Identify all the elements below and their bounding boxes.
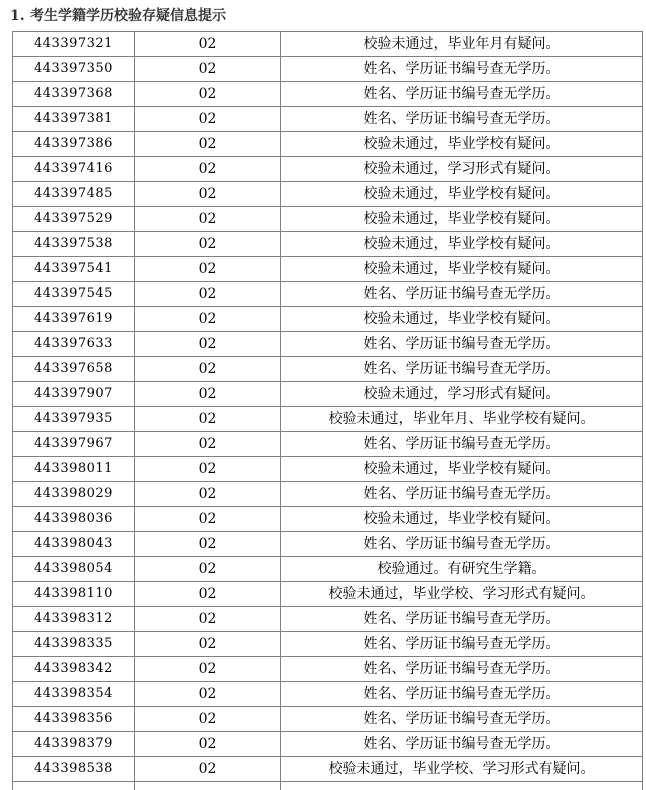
section-heading bbox=[10, 8, 646, 24]
message-cell: 姓名、学历证书编号查无学历。 bbox=[281, 282, 643, 307]
message-cell: 校验未通过，毕业学校、学习形式有疑问。 bbox=[281, 757, 643, 782]
code-cell: 02 bbox=[135, 107, 281, 132]
message-cell: 校验未通过，毕业年月有疑问。 bbox=[281, 32, 643, 57]
message-cell: 姓名、学历证书编号查无学历。 bbox=[281, 707, 643, 732]
table-row bbox=[13, 282, 643, 307]
code-cell: 02 bbox=[135, 482, 281, 507]
code-cell: 02 bbox=[135, 407, 281, 432]
code-cell: 02 bbox=[135, 307, 281, 332]
message-cell: 姓名、学历证书编号查无学历。 bbox=[281, 532, 643, 557]
candidate-id-cell: 443397350 bbox=[13, 57, 135, 82]
table-row bbox=[13, 357, 643, 382]
table-row bbox=[13, 682, 643, 707]
code-cell: 02 bbox=[135, 282, 281, 307]
table-row bbox=[13, 557, 643, 582]
verification-table-body bbox=[13, 32, 643, 790]
code-cell: 02 bbox=[135, 582, 281, 607]
table-row bbox=[13, 432, 643, 457]
code-cell: 02 bbox=[135, 382, 281, 407]
table-row bbox=[13, 757, 643, 782]
code-cell: 02 bbox=[135, 457, 281, 482]
code-cell: 02 bbox=[135, 132, 281, 157]
candidate-id-cell: 443397967 bbox=[13, 432, 135, 457]
table-row bbox=[13, 332, 643, 357]
candidate-id-cell: 443398054 bbox=[13, 557, 135, 582]
code-cell: 02 bbox=[135, 532, 281, 557]
candidate-id-cell: 443397538 bbox=[13, 232, 135, 257]
candidate-id-cell: 443398036 bbox=[13, 507, 135, 532]
code-cell: 02 bbox=[135, 332, 281, 357]
candidate-id-cell: 443397907 bbox=[13, 382, 135, 407]
table-row bbox=[13, 232, 643, 257]
verification-result-table bbox=[12, 31, 643, 790]
candidate-id-cell: 443397416 bbox=[13, 157, 135, 182]
candidate-id-cell: 443398043 bbox=[13, 532, 135, 557]
table-row bbox=[13, 507, 643, 532]
code-cell: 02 bbox=[135, 632, 281, 657]
code-cell: 02 bbox=[135, 432, 281, 457]
message-cell: 姓名、学历证书编号查无学历。 bbox=[281, 682, 643, 707]
message-cell: 姓名、学历证书编号查无学历。 bbox=[281, 732, 643, 757]
candidate-id-cell: 443398379 bbox=[13, 732, 135, 757]
message-cell: 校验未通过，学习形式有疑问。 bbox=[281, 157, 643, 182]
candidate-id-cell: 443398356 bbox=[13, 707, 135, 732]
candidate-id-cell: 443397545 bbox=[13, 282, 135, 307]
message-cell: 姓名、学历证书编号查无学历。 bbox=[281, 82, 643, 107]
table-row bbox=[13, 707, 643, 732]
section-number: 1. bbox=[10, 8, 25, 24]
section-title: 考生学籍学历校验存疑信息提示 bbox=[30, 8, 226, 24]
code-cell: 02 bbox=[135, 82, 281, 107]
message-cell: 校验通过。有研究生学籍。 bbox=[281, 557, 643, 582]
candidate-id-cell: 443397541 bbox=[13, 257, 135, 282]
candidate-id-cell: 443398011 bbox=[13, 457, 135, 482]
code-cell: 02 bbox=[135, 157, 281, 182]
candidate-id-cell: 443398538 bbox=[13, 757, 135, 782]
code-cell: 02 bbox=[135, 657, 281, 682]
candidate-id-cell: 443398342 bbox=[13, 657, 135, 682]
message-cell: 校验未通过，毕业学校有疑问。 bbox=[281, 257, 643, 282]
candidate-id-cell: 443398029 bbox=[13, 482, 135, 507]
code-cell: 02 bbox=[135, 757, 281, 782]
candidate-id-cell: 443397935 bbox=[13, 407, 135, 432]
code-cell: 02 bbox=[135, 232, 281, 257]
message-cell: 校验未通过，毕业学校有疑问。 bbox=[281, 307, 643, 332]
table-row bbox=[13, 457, 643, 482]
message-cell: 校验未通过，毕业学校有疑问。 bbox=[281, 207, 643, 232]
table-row bbox=[13, 57, 643, 82]
code-cell: 02 bbox=[135, 732, 281, 757]
candidate-id-cell: 443397386 bbox=[13, 132, 135, 157]
candidate-id-cell: 443397619 bbox=[13, 307, 135, 332]
table-row bbox=[13, 182, 643, 207]
table-row bbox=[13, 107, 643, 132]
message-cell: 校验未通过，毕业学校有疑问。 bbox=[281, 182, 643, 207]
message-cell: 校验未通过，毕业学校有疑问。 bbox=[281, 132, 643, 157]
code-cell: 02 bbox=[135, 707, 281, 732]
code-cell: 02 bbox=[135, 57, 281, 82]
candidate-id-cell: 443398312 bbox=[13, 607, 135, 632]
table-row bbox=[13, 132, 643, 157]
message-cell: 姓名、学历证书编号查无学历。 bbox=[281, 57, 643, 82]
message-cell: 校验未通过，毕业学校、学习形式有疑问。 bbox=[281, 582, 643, 607]
code-cell: 02 bbox=[135, 607, 281, 632]
code-cell: 02 bbox=[135, 682, 281, 707]
code-cell: 02 bbox=[135, 257, 281, 282]
candidate-id-cell: 443398110 bbox=[13, 582, 135, 607]
candidate-id-cell: 443397321 bbox=[13, 32, 135, 57]
message-cell: 校验未通过，毕业学校有疑问。 bbox=[281, 507, 643, 532]
message-cell: 校验未通过，毕业年月、毕业学校有疑问。 bbox=[281, 407, 643, 432]
code-cell: 02 bbox=[135, 357, 281, 382]
code-cell: 02 bbox=[135, 207, 281, 232]
message-cell: 姓名、学历证书编号查无学历。 bbox=[281, 632, 643, 657]
candidate-id-cell: 443397529 bbox=[13, 207, 135, 232]
table-row bbox=[13, 407, 643, 432]
table-row bbox=[13, 382, 643, 407]
table-row bbox=[13, 532, 643, 557]
message-cell: 姓名、学历证书编号查无学历。 bbox=[281, 482, 643, 507]
table-row bbox=[13, 482, 643, 507]
table-row bbox=[13, 632, 643, 657]
candidate-id-cell: 443397658 bbox=[13, 357, 135, 382]
candidate-id-cell: 443397633 bbox=[13, 332, 135, 357]
table-row bbox=[13, 157, 643, 182]
table-row bbox=[13, 732, 643, 757]
candidate-id-cell: 443398335 bbox=[13, 632, 135, 657]
candidate-id-cell: 443397485 bbox=[13, 182, 135, 207]
code-cell: 02 bbox=[135, 182, 281, 207]
candidate-id-cell: 443397368 bbox=[13, 82, 135, 107]
message-cell: 校验未通过，毕业学校有疑问。 bbox=[281, 457, 643, 482]
code-cell: 02 bbox=[135, 32, 281, 57]
message-cell: 姓名、学历证书编号查无学历。 bbox=[281, 107, 643, 132]
table-row bbox=[13, 607, 643, 632]
message-cell: 姓名、学历证书编号查无学历。 bbox=[281, 357, 643, 382]
message-cell: 姓名、学历证书编号查无学历。 bbox=[281, 332, 643, 357]
message-cell: 校验未通过，毕业学校有疑问。 bbox=[281, 232, 643, 257]
message-cell: 姓名、学历证书编号查无学历。 bbox=[281, 607, 643, 632]
table-row bbox=[13, 657, 643, 682]
message-cell: 姓名、学历证书编号查无学历。 bbox=[281, 657, 643, 682]
code-cell: 02 bbox=[135, 557, 281, 582]
message-cell: 校验未通过，学习形式有疑问。 bbox=[281, 382, 643, 407]
message-cell: 姓名、学历证书编号查无学历。 bbox=[281, 432, 643, 457]
table-row bbox=[13, 207, 643, 232]
table-row bbox=[13, 257, 643, 282]
table-row bbox=[13, 582, 643, 607]
candidate-id-cell: 443398354 bbox=[13, 682, 135, 707]
table-row bbox=[13, 82, 643, 107]
candidate-id-cell: 443397381 bbox=[13, 107, 135, 132]
table-row bbox=[13, 307, 643, 332]
table-row bbox=[13, 32, 643, 57]
code-cell: 02 bbox=[135, 507, 281, 532]
